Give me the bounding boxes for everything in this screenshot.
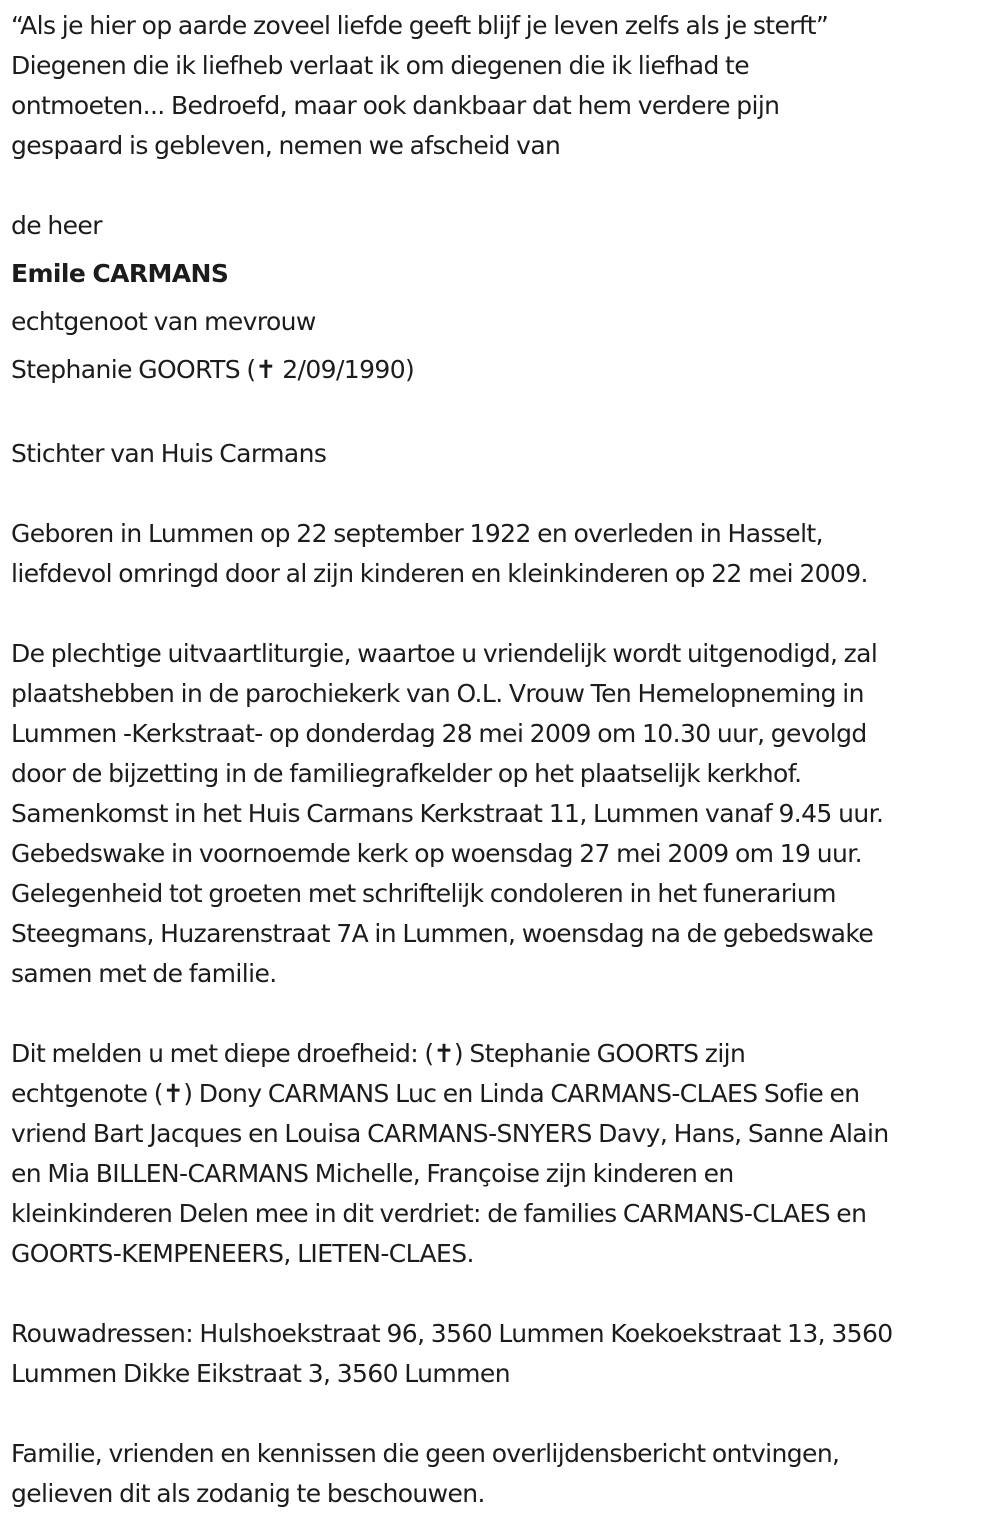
family-paragraph	[11, 1034, 991, 1274]
spacer	[11, 994, 991, 1034]
intro-line: gespaard is gebleven, nemen we afscheid van	[11, 131, 561, 160]
deceased-block	[11, 202, 991, 394]
closing-line: Familie, vrienden en kennissen die geen overlijdensbericht ontvingen,	[11, 1439, 840, 1468]
ceremony-line: Gebedswake in voornoemde kerk op woensdag 27 mei 2009 om 19 uur.	[11, 839, 862, 868]
family-line: echtgenote (✝) Dony CARMANS Luc en Linda CARMANS-CLAES Sofie en	[11, 1079, 860, 1108]
birth-death-line: liefdevol omringd door al zijn kinderen en kleinkinderen op 22 mei 2009.	[11, 559, 868, 588]
obituary-document	[11, 6, 991, 1514]
spacer	[11, 1394, 991, 1434]
founder-line: Stichter van Huis Carmans	[11, 439, 327, 468]
deceased-name: Emile CARMANS	[11, 259, 229, 288]
family-line: en Mia BILLEN-CARMANS Michelle, Françoise zijn kinderen en	[11, 1159, 734, 1188]
family-line: Dit melden u met diepe droefheid: (✝) Stephanie GOORTS zijn	[11, 1039, 746, 1068]
address-line: Rouwadressen: Hulshoekstraat 96, 3560 Lummen Koekoekstraat 13, 3560	[11, 1319, 893, 1348]
address-line: Lummen Dikke Eikstraat 3, 3560 Lummen	[11, 1359, 510, 1388]
spacer	[11, 1274, 991, 1314]
ceremony-line: Gelegenheid tot groeten met schriftelijk condoleren in het funerarium	[11, 879, 836, 908]
ceremony-line: Lummen -Kerkstraat- op donderdag 28 mei 2009 om 10.30 uur, gevolgd	[11, 719, 867, 748]
intro-line: Diegenen die ik liefheb verlaat ik om diegenen die ik liefhad te	[11, 51, 750, 80]
ceremony-line: Steegmans, Huzarenstraat 7A in Lummen, woensdag na de gebedswake	[11, 919, 874, 948]
spacer	[11, 166, 991, 206]
family-line: GOORTS-KEMPENEERS, LIETEN-CLAES.	[11, 1239, 474, 1268]
addresses-paragraph	[11, 1314, 991, 1394]
spacer	[11, 394, 991, 434]
ceremony-line: De plechtige uitvaartliturgie, waartoe u vriendelijk wordt uitgenodigd, zal	[11, 639, 878, 668]
family-line: vriend Bart Jacques en Louisa CARMANS-SNYERS Davy, Hans, Sanne Alain	[11, 1119, 889, 1148]
family-line: kleinkinderen Delen mee in dit verdriet: de families CARMANS-CLAES en	[11, 1199, 867, 1228]
spouse-prefix: echtgenoot van mevrouw	[11, 307, 316, 336]
birth-death-paragraph	[11, 514, 991, 594]
ceremony-line: door de bijzetting in de familiegrafkelder op het plaatselijk kerkhof.	[11, 759, 802, 788]
intro-line: ontmoeten... Bedroefd, maar ook dankbaar dat hem verdere pijn	[11, 91, 780, 120]
closing-line: gelieven dit als zodanig te beschouwen.	[11, 1479, 485, 1508]
spacer	[11, 594, 991, 634]
intro-quote: “Als je hier op aarde zoveel liefde geeft blijf je leven zelfs als je sterft”	[11, 11, 829, 40]
closing-paragraph	[11, 1434, 991, 1514]
ceremony-line: plaatshebben in de parochiekerk van O.L. Vrouw Ten Hemelopneming in	[11, 679, 864, 708]
ceremony-line: samen met de familie.	[11, 959, 277, 988]
ceremony-paragraph	[11, 634, 991, 994]
spouse-name: Stephanie GOORTS (✝ 2/09/1990)	[11, 355, 415, 384]
birth-death-line: Geboren in Lummen op 22 september 1922 en overleden in Hasselt,	[11, 519, 823, 548]
spacer	[11, 474, 991, 514]
deceased-title: de heer	[11, 211, 102, 240]
ceremony-line: Samenkomst in het Huis Carmans Kerkstraat 11, Lummen vanaf 9.45 uur.	[11, 799, 884, 828]
intro-paragraph	[11, 6, 991, 166]
